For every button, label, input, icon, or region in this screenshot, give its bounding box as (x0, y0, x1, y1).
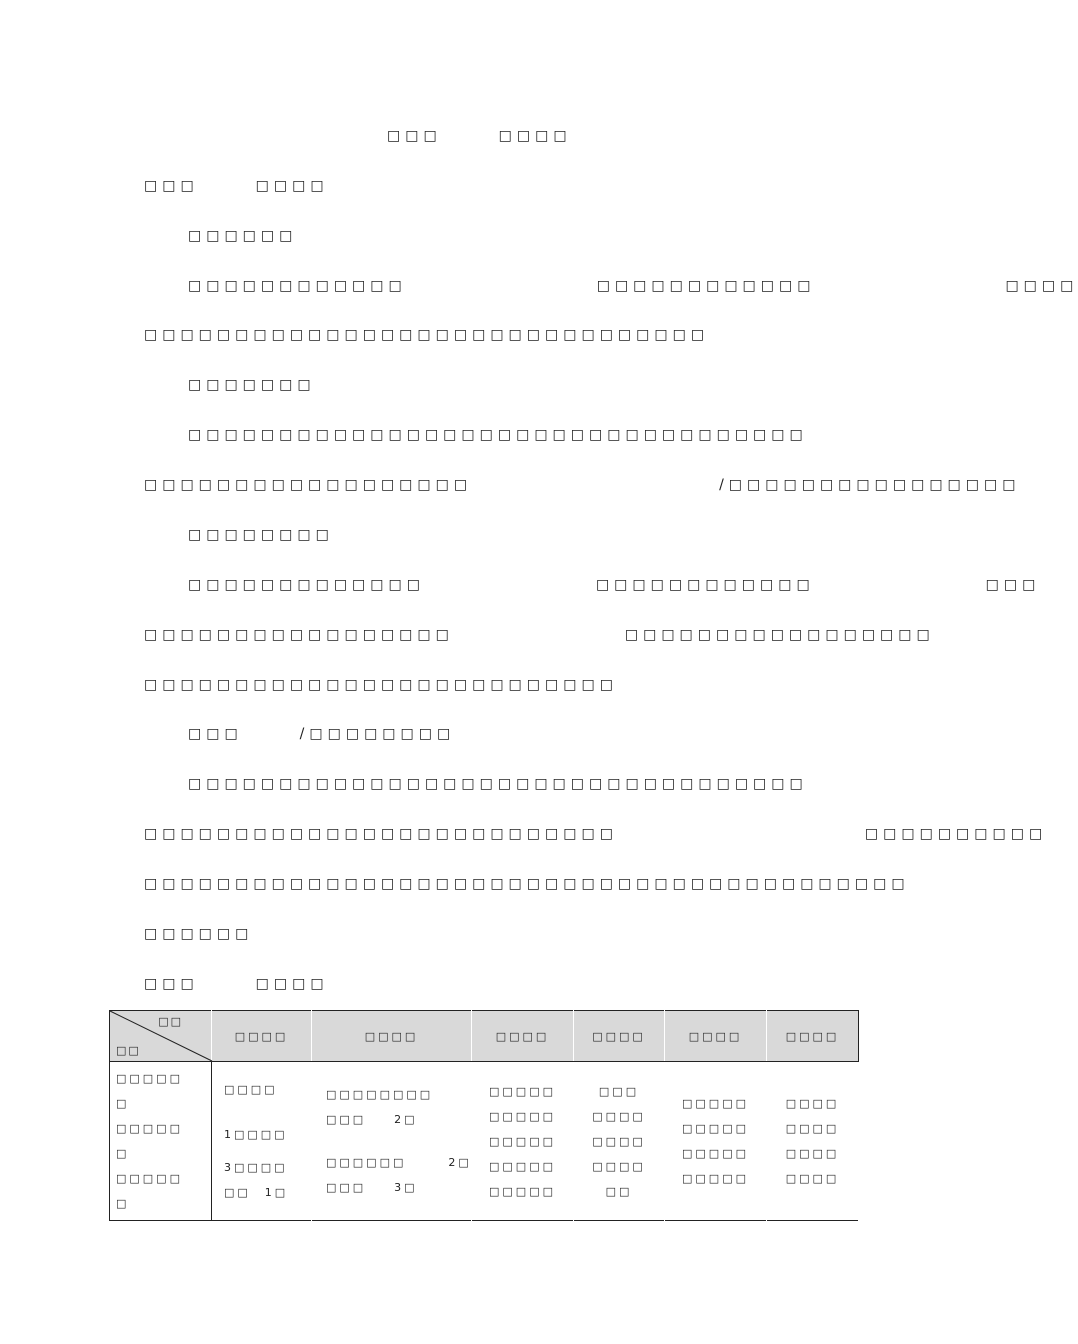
paragraph-line: □□□□□□ (144, 926, 254, 942)
paragraph-line: □□□□□□□□□□□□ □□□□□□□□□□□□ □□□□ (188, 278, 1078, 294)
col5-cell: □□□□□ □□□□□ □□□□□ □□□□□ (665, 1062, 767, 1221)
paragraph-line: □□□□□□□□□□□□□□□□□□□□□□□□□□□□□□□ (144, 327, 710, 343)
subheading: □□□□□□□□ (188, 527, 334, 543)
column-header: □□□□ (212, 1011, 312, 1062)
col4-cell: □□□ □□□□ □□□□ □□□□ □□ (574, 1062, 665, 1221)
col2-item: □□□□□□□□ □□□ 2□ (326, 1088, 434, 1126)
corner-header-cell (110, 1011, 212, 1062)
data-table (109, 1010, 859, 1221)
column-header: □□□□ (665, 1011, 767, 1062)
paragraph-line: □□□□□□□□□□□□□□□□□□□□□□□□□□□□□□□□□□□□□□□□□□ (144, 876, 910, 892)
paragraph-line: □□□□□□□□□□□□□□□□□□□□□□□□□□□□□□□□□□ (188, 776, 808, 792)
paragraph-line: □□□□□□□□□□□□□□□□□□ /□□□□□□□□□□□□□□□□ (144, 477, 1021, 493)
col6-cell: □□□□ □□□□ □□□□ □□□□ (767, 1062, 859, 1221)
col1-cell (212, 1062, 312, 1221)
column-header: □□□□ (312, 1011, 472, 1062)
row-label: □□□□□ □ (116, 1072, 183, 1110)
column-header: □□□□ (767, 1011, 859, 1062)
col2-cell (312, 1062, 472, 1221)
table-row (110, 1062, 859, 1221)
corner-bottom-label: □□ (116, 1044, 141, 1057)
subheading: □□□ /□□□□□□□□ (188, 726, 456, 742)
row-label: □□□□□ □ (116, 1172, 183, 1210)
paragraph-line: □□□□□□□□□□□□□□□□□□□□□□□□□□ □□□□□□□□□□ (144, 826, 1048, 842)
table-header-row (110, 1011, 859, 1062)
paragraph-line: □□□□□□□□□□□□□□□□□□□□□□□□□□ (144, 677, 618, 693)
subheading: □□□□□□□ (188, 377, 316, 393)
row-labels-cell (110, 1062, 212, 1221)
row-label: □□□□□ □ (116, 1122, 183, 1160)
col1-item: □□□□ (224, 1083, 278, 1096)
col1-item: 1□□□□ (224, 1128, 288, 1141)
col2-item: □□□□□□ 2□ □□□ 3□ (326, 1156, 472, 1194)
subheading: □□□□□□ (188, 228, 298, 244)
col3-cell: □□□□□ □□□□□ □□□□□ □□□□□ □□□□□ (472, 1062, 574, 1221)
column-header: □□□□ (472, 1011, 574, 1062)
paragraph-line: □□□□□□□□□□□□□□□□□□□□□□□□□□□□□□□□□□ (188, 427, 808, 443)
section-heading: □□□ □□□□ (144, 976, 329, 992)
paragraph-line: □□□□□□□□□□□□□ □□□□□□□□□□□□ □□□ (188, 577, 1041, 593)
corner-top-label: □□ (158, 1015, 183, 1028)
column-header: □□□□ (574, 1011, 665, 1062)
paragraph-line: □□□□□□□□□□□□□□□□□ □□□□□□□□□□□□□□□□□ (144, 627, 935, 643)
col1-item: 3□□□□ □□ 1□ (224, 1161, 289, 1199)
chapter-heading: □□□ □□□□ (387, 128, 572, 144)
section-heading: □□□ □□□□ (144, 178, 329, 194)
